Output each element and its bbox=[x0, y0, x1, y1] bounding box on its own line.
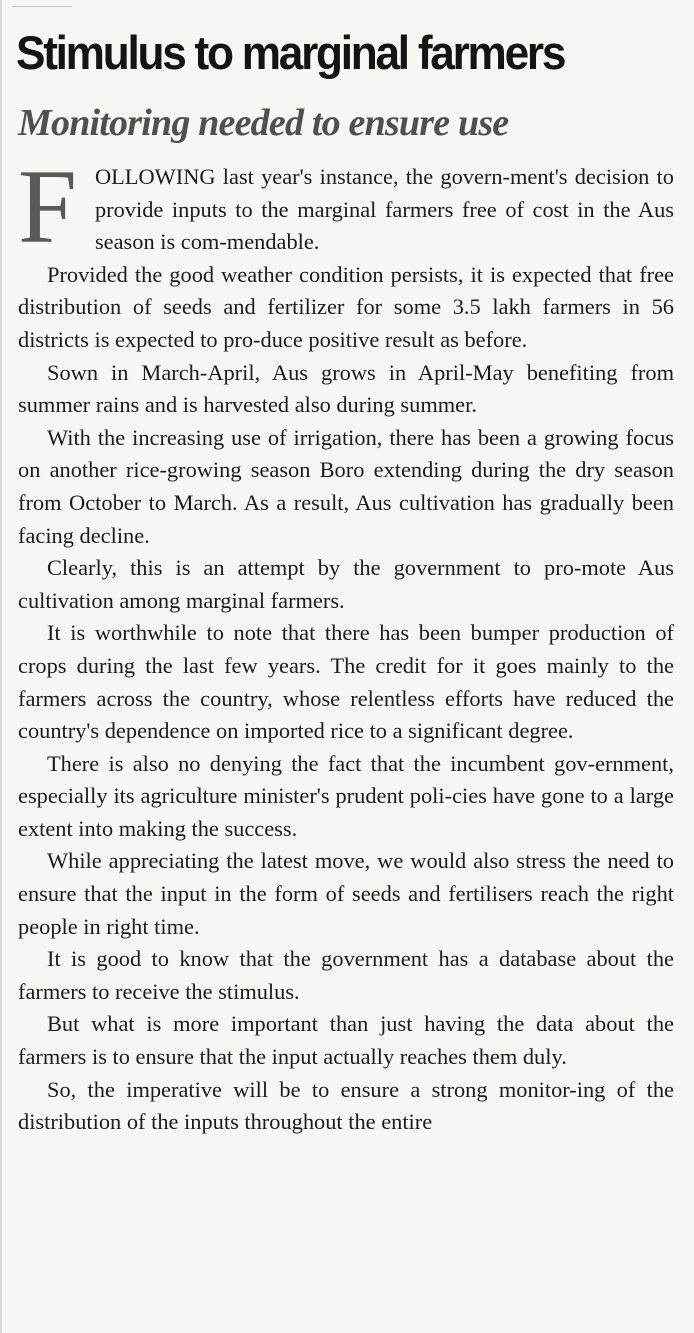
article-body bbox=[18, 148, 674, 1139]
article-paragraph: There is also no denying the fact that the incumbent gov-ernment, especially its agriculture minister's prudent poli-cies have gone to a large extent into making the success. bbox=[18, 750, 674, 841]
article-paragraph: While appreciating the latest move, we would also stress the need to ensure that the input in the form of seeds and fertilisers reach the right people in right time. bbox=[18, 848, 674, 939]
article-paragraph: But what is more important than just having the data about the farmers is to ensure that the input actually reaches them duly. bbox=[18, 1011, 674, 1070]
article-paragraph: With the increasing use of irrigation, there has been a growing focus on another rice-growing season Boro extending during the dry season from October to March. As a result, Aus cultivation has gradually been facing decline. bbox=[18, 424, 674, 548]
article-paragraph-1 bbox=[18, 148, 674, 265]
article-paragraph: It is good to know that the government has a database about the farmers to receive the stimulus. bbox=[18, 946, 674, 1004]
paragraph-1-text: OLLOWING last year's instance, the govern-ment's decision to provide inputs to the marginal farmers free of cost in the Aus season is com-mendable. bbox=[94, 164, 674, 255]
article-paragraph: Provided the good weather condition persists, it is expected that free distribution of seeds and fertilizer for some 3.5 lakh farmers in 56 districts is expected to pro-duce positive result as before. bbox=[18, 261, 674, 352]
article-paragraph: Sown in March-April, Aus grows in April-May benefiting from summer rains and is harvested also during summer. bbox=[18, 359, 674, 418]
article-paragraph: So, the imperative will be to ensure a strong monitor-ing of the distribution of the inputs throughout the entire bbox=[18, 1076, 674, 1135]
headline: Stimulus to marginal farmers bbox=[16, 26, 565, 79]
article-paragraph: Clearly, this is an attempt by the government to pro-mote Aus cultivation among marginal farmers. bbox=[18, 555, 674, 613]
article-paragraph: It is worthwhile to note that there has been bumper production of crops during the last few years. The credit for it goes mainly to the farmers across the country, whose relentless efforts have reduced the country's dependence on imported rice to a significant degree. bbox=[18, 620, 674, 744]
top-rule bbox=[12, 0, 72, 7]
drop-cap: F bbox=[18, 148, 77, 265]
subheadline: Monitoring needed to ensure use bbox=[18, 102, 509, 144]
